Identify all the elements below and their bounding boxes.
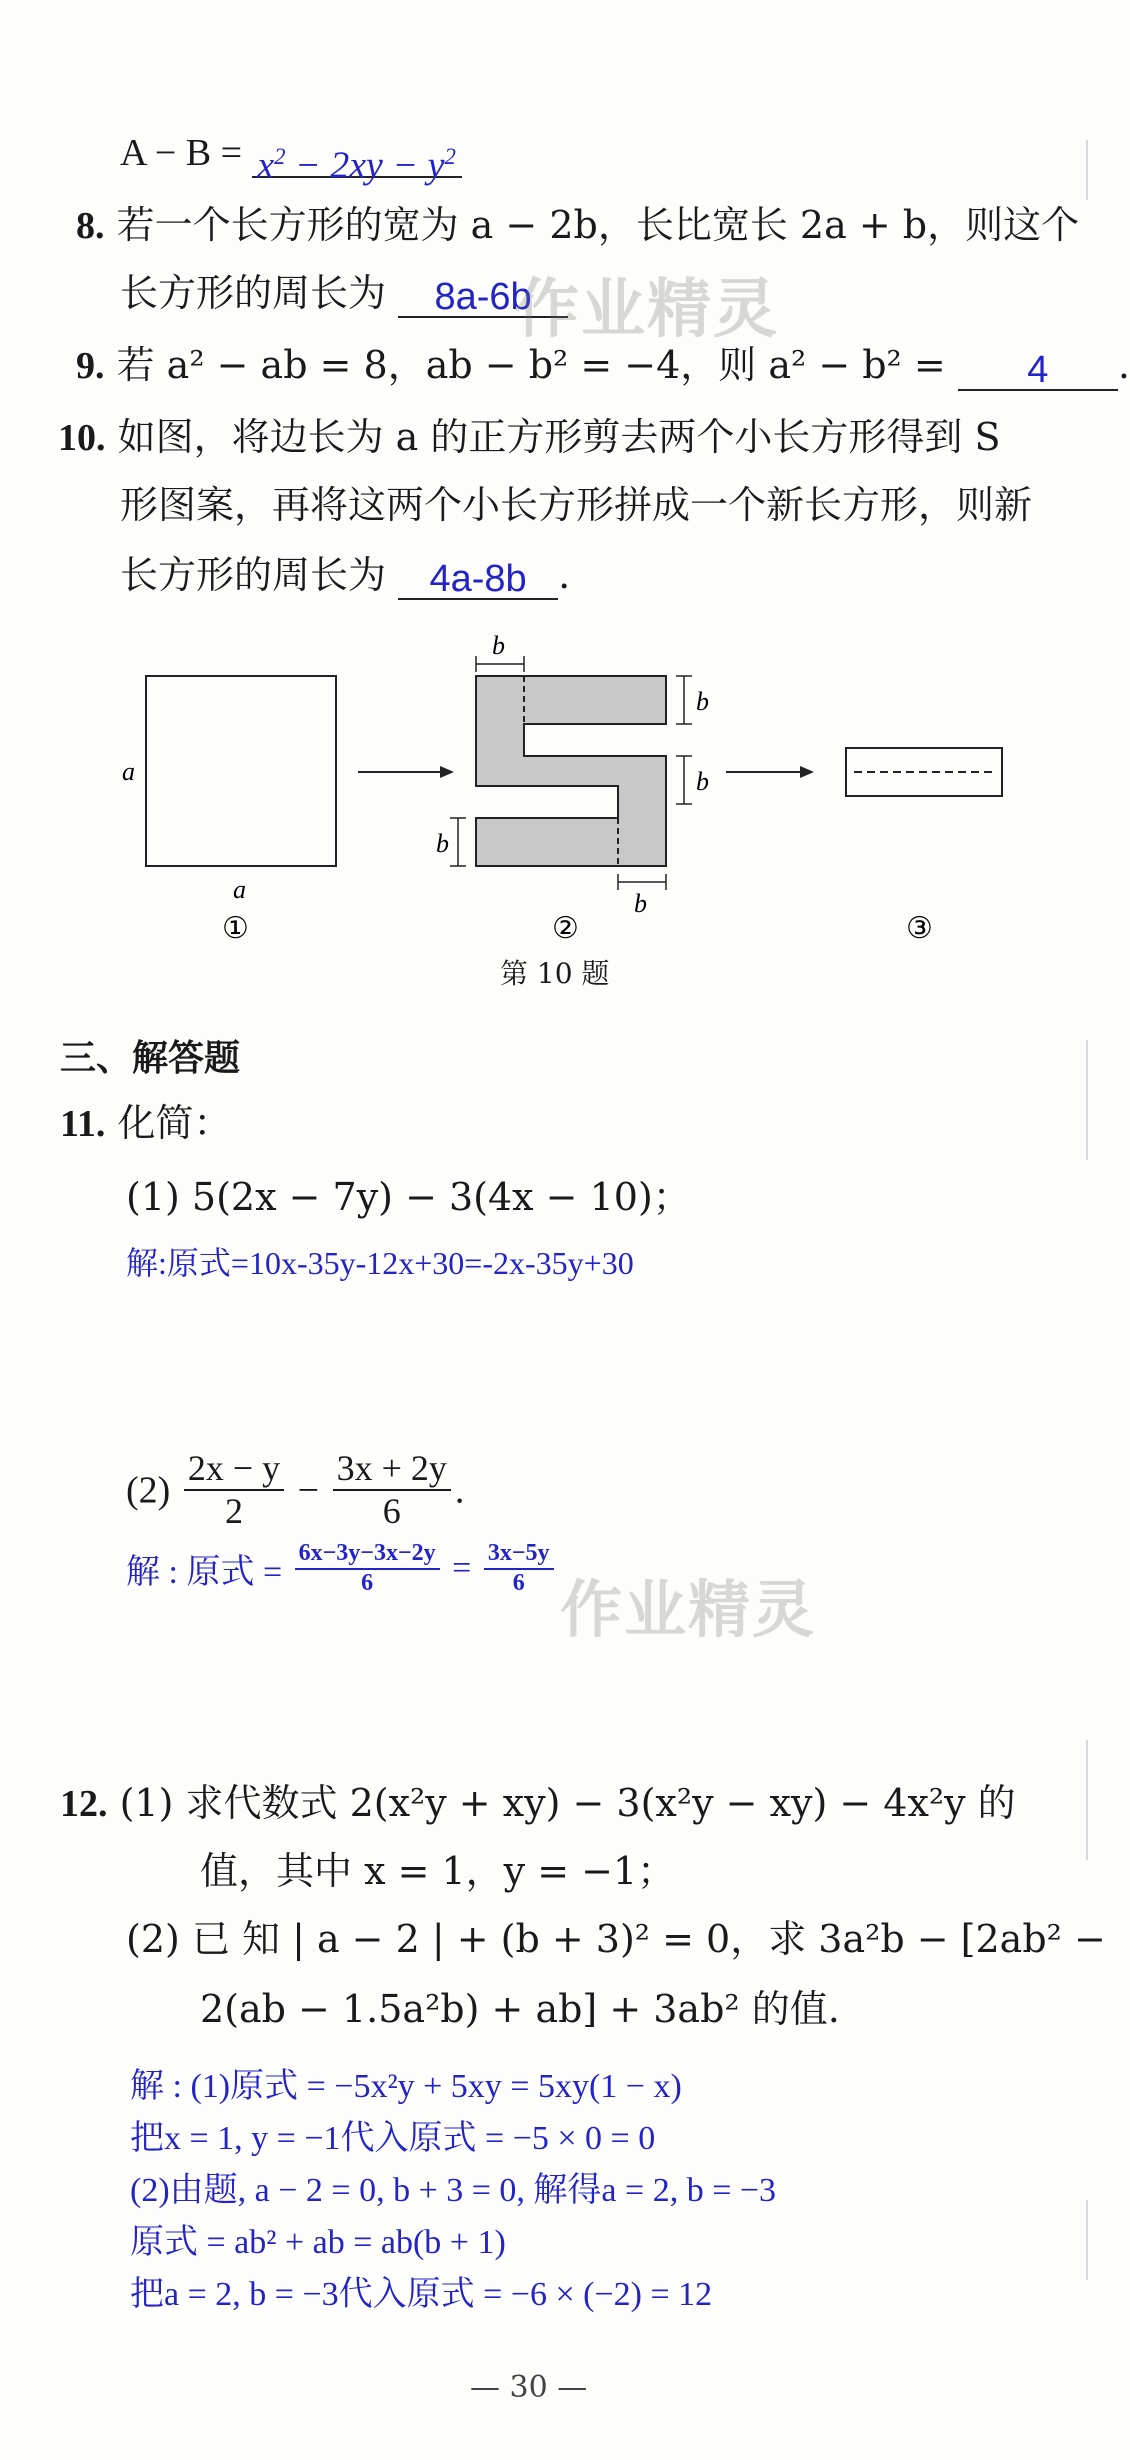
q8-line2: 长方形的周长为 8a-6b xyxy=(120,268,568,318)
dim-b-top: b xyxy=(492,631,505,660)
figure-caption: 第 10 题 xyxy=(500,957,610,990)
s-shape xyxy=(476,676,666,866)
q11-p2: (2) $\frac{2x - y}{2}$ − $\frac{3x + 2y}{6}$ . xyxy=(126,1448,465,1532)
margin-mark xyxy=(1086,140,1088,200)
q12-p1-line2: 值，其中 x = 1，y = −1； xyxy=(200,1849,676,1893)
dim-b-bottom: b xyxy=(634,889,647,918)
q10-line1: 10. 如图，将边长为 a 的正方形剪去两个小长方形得到 S xyxy=(58,415,1001,459)
bottom-label-a: a xyxy=(233,875,246,904)
side-label-a: a xyxy=(122,757,135,786)
figure-10 xyxy=(100,620,1020,950)
fig1-label: ① xyxy=(222,911,249,946)
q7-tail: $A - B = x^2 - 2xy - y^2$ xyxy=(120,128,462,178)
watermark: 作业精灵 xyxy=(515,273,779,347)
q8-answer: 8a-6b xyxy=(398,272,568,318)
q7-answer: $x^2 - 2xy - y^2$ xyxy=(252,132,462,178)
fig2-label: ② xyxy=(552,911,579,946)
q12-p2-line1: (2) 已 知 | a − 2 | + (b + 3)² = 0，求 3a²b − [2ab² − xyxy=(126,1917,1106,1961)
dim-b-right2: b xyxy=(696,767,709,796)
q12-answer-4: 原式 = ab² + ab = ab(b + 1) xyxy=(130,2224,506,2261)
q11-p2-answer: 解 : 原式 = $\frac{6x-3y-3x-2y}{6}$ = $\frac{3x-5y}{6}$ xyxy=(126,1540,558,1620)
watermark: 作业精灵 xyxy=(560,1573,817,1646)
margin-mark xyxy=(1086,1740,1088,1860)
fig3-label: ③ xyxy=(906,911,933,946)
q12-answer-2: 把x = 1, y = −1代入原式 = −5 × 0 = 0 xyxy=(130,2120,656,2157)
q9-line: 9. 若 a² − ab = 8，ab − b² = −4，则 a² − b² = 4 . xyxy=(76,343,1130,391)
q12-answer-3: (2)由题, a − 2 = 0, b + 3 = 0, 解得a = 2, b = −3 xyxy=(130,2172,777,2209)
q12-p1-line1: 12. (1) 求代数式 2(x²y + xy) − 3(x²y − xy) − 4x²y 的 xyxy=(60,1781,1016,1825)
q11-p1-answer: 解:原式=10x-35y-12x+30=-2x-35y+30 xyxy=(126,1245,634,1281)
margin-mark xyxy=(1086,1040,1088,1160)
q10-line3: 长方形的周长为 4a-8b . xyxy=(120,553,571,600)
q12-answer-1: 解 : (1)原式 = −5x²y + 5xy = 5xy(1 − x) xyxy=(130,2068,682,2105)
q11-title: 11. 化简： xyxy=(60,1101,232,1145)
dim-b-left: b xyxy=(436,829,449,858)
q10-line2: 形图案，再将这两个小长方形拼成一个新长方形，则新 xyxy=(120,483,1033,527)
q10-answer: 4a-8b xyxy=(398,554,558,600)
page-number: — 30 — xyxy=(470,2370,588,2405)
q12-answer-5: 把a = 2, b = −3代入原式 = −6 × (−2) = 12 xyxy=(130,2276,713,2313)
q11-p1: (1) 5(2x − 7y) − 3(4x − 10)； xyxy=(126,1175,691,1219)
square-shape xyxy=(146,676,336,866)
margin-mark xyxy=(1086,2200,1088,2280)
section-title: 三、解答题 xyxy=(60,1038,241,1079)
q9-answer: 4 xyxy=(958,345,1118,391)
q12-p2-line2: 2(ab − 1.5a²b) + ab] + 3ab² 的值. xyxy=(200,1987,840,2031)
q8-line1: 8. 若一个长方形的宽为 a − 2b，长比宽长 2a + b，则这个 xyxy=(76,203,1080,247)
dim-b-right1: b xyxy=(696,687,709,716)
